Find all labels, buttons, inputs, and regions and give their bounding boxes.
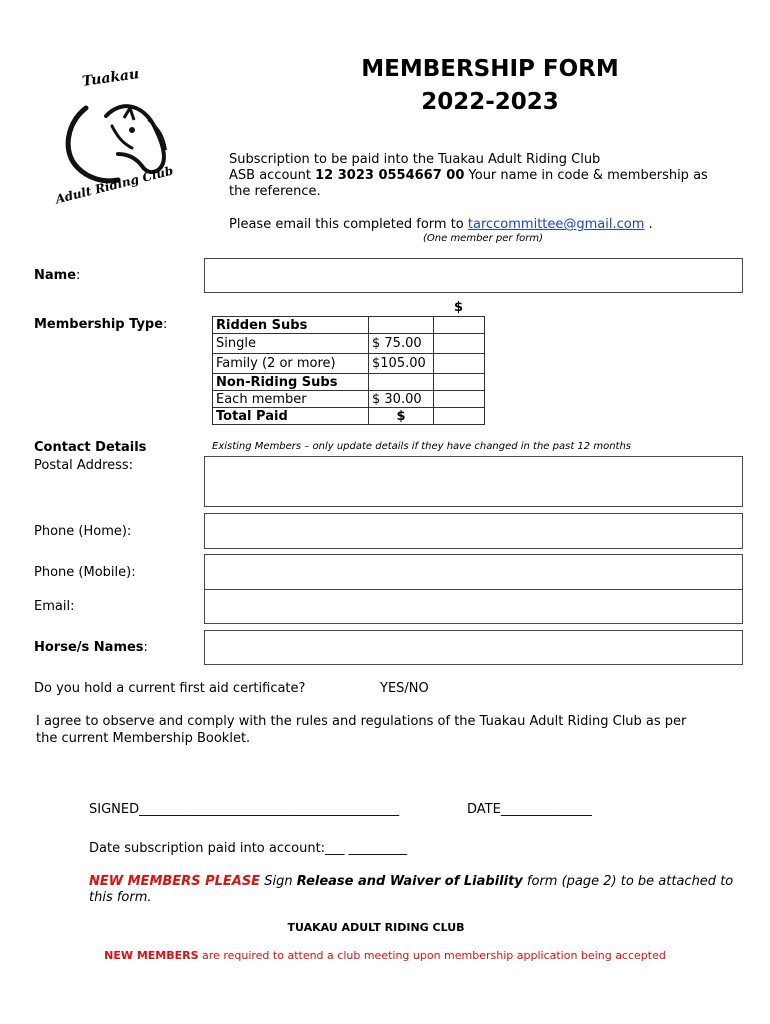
agreement-line-2: the current Membership Booklet. — [36, 731, 251, 746]
single-price: $ 75.00 — [369, 334, 434, 354]
committee-email-link[interactable]: tarccommittee@gmail.com — [467, 217, 645, 232]
instruction-line-1: Subscription to be paid into the Tuakau Adult Riding Club — [229, 152, 601, 167]
first-aid-question: Do you hold a current first aid certificate? — [34, 681, 306, 696]
membership-type-label: Membership Type: — [34, 317, 168, 332]
dollar-column-header: $ — [454, 300, 464, 315]
ridden-subs-header: Ridden Subs — [213, 317, 369, 334]
horse-names-input[interactable] — [204, 630, 743, 665]
new-members-instruction-line-2: this form. — [89, 890, 152, 905]
name-input[interactable] — [204, 258, 743, 293]
postal-address-input[interactable] — [204, 456, 743, 507]
signed-line[interactable]: SIGNED________________________________________ — [89, 802, 400, 817]
first-aid-answer[interactable]: YES/NO — [380, 681, 429, 696]
date-line[interactable]: DATE______________ — [467, 802, 592, 817]
single-amount-cell[interactable] — [434, 334, 485, 354]
table-row — [213, 354, 485, 374]
phone-home-input[interactable] — [204, 513, 743, 549]
each-member-amount-cell[interactable] — [434, 391, 485, 408]
family-price: $105.00 — [369, 354, 434, 374]
each-member-price: $ 30.00 — [369, 391, 434, 408]
contact-details-heading: Contact Details — [34, 440, 147, 455]
instruction-line-2: ASB account 12 3023 0554667 00 Your name in code & membership as — [229, 168, 708, 183]
phone-mobile-input[interactable] — [204, 554, 743, 590]
table-row — [213, 391, 485, 408]
form-year: 2022-2023 — [421, 89, 559, 115]
name-label: Name: — [34, 268, 81, 283]
payment-date-line[interactable]: Date subscription paid into account:___ _________ — [89, 841, 408, 856]
logo-bottom-text: Adult Riding Club — [54, 163, 175, 207]
table-row — [213, 317, 485, 334]
agreement-line-1: I agree to observe and comply with the rules and regulations of the Tuakau Adult Riding Club as per — [36, 714, 687, 729]
club-name: TUAKAU ADULT RIDING CLUB — [287, 921, 465, 934]
postal-address-label: Postal Address: — [34, 458, 134, 473]
family-label: Family (2 or more) — [213, 354, 369, 374]
logo-top-text: Tuakau — [81, 66, 141, 90]
phone-mobile-label: Phone (Mobile): — [34, 565, 136, 580]
new-members-instruction: NEW MEMBERS PLEASE Sign Release and Waiver of Liability form (page 2) to be attached to — [89, 874, 734, 889]
table-row — [213, 374, 485, 391]
table-row — [213, 408, 485, 425]
existing-members-note: Existing Members – only update details if they have changed in the past 12 months — [212, 441, 631, 452]
table-row — [213, 334, 485, 354]
email-input[interactable] — [204, 589, 743, 624]
subscription-table — [212, 316, 485, 425]
non-riding-amount-cell[interactable] — [434, 374, 485, 391]
each-member-label: Each member — [213, 391, 369, 408]
one-member-note: (One member per form) — [423, 233, 544, 244]
email-label: Email: — [34, 599, 75, 614]
phone-home-label: Phone (Home): — [34, 524, 132, 539]
non-riding-subs-header: Non-Riding Subs — [213, 374, 369, 391]
ridden-amount-cell[interactable] — [434, 317, 485, 334]
form-title: MEMBERSHIP FORM — [361, 56, 619, 82]
instruction-line-3: the reference. — [229, 184, 321, 199]
total-amount-cell[interactable] — [434, 408, 485, 425]
total-paid-label: Total Paid — [213, 408, 369, 425]
single-label: Single — [213, 334, 369, 354]
account-number: 12 3023 0554667 00 — [315, 168, 465, 183]
family-amount-cell[interactable] — [434, 354, 485, 374]
horse-names-label: Horse/s Names: — [34, 640, 148, 655]
club-logo — [48, 68, 188, 208]
total-dollar-symbol: $ — [369, 408, 434, 425]
email-instruction: Please email this completed form to tarccommittee@gmail.com . — [229, 217, 653, 232]
new-members-footer: NEW MEMBERS are required to attend a club meeting upon membership application being accepted — [104, 949, 666, 962]
